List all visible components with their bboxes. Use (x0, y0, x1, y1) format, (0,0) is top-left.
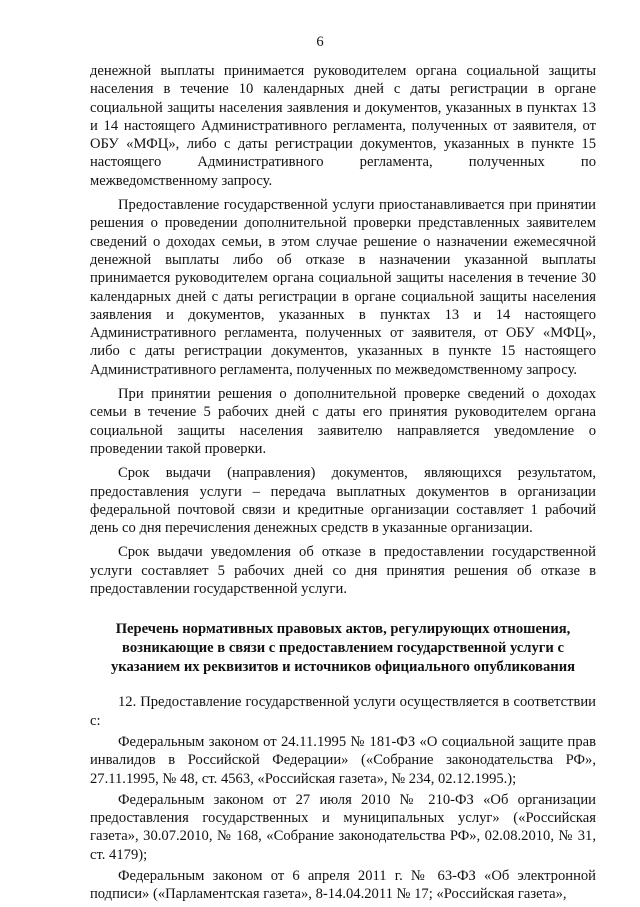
paragraph-law-181: Федеральным законом от 24.11.1995 № 181-ФЗ «О социальной защите прав инвалидов в Российской Федерации» («Собрание законодательства РФ», 27.11.1995, № 48, ст. 4563, «Российская газета», № 234, 02.12.1995.); (90, 733, 596, 787)
page-number: 6 (316, 34, 324, 50)
paragraph-issue-term: Срок выдачи (направления) документов, являющихся результатом, предоставления услуги – передача выплатных документов в организации федеральной почтовой связи и кредитные организации составляет 1 рабочий день со дня перечисления денежных средств в указанные организации. (90, 465, 596, 537)
section-heading: Перечень нормативных правовых актов, регулирующих отношения, возникающие в связи с предоставлением государственной услуги с указанием их реквизитов и источников официального опубликования (111, 621, 575, 676)
paragraph-suspension: Предоставление государственной услуги приостанавливается при принятии решения о проведении дополнительной проверки представленных заявителем сведений о доходах семьи, в этом случае решение о назначении ежемесячной денежной выплаты либо об отказе в назначении указанной выплаты принимается руководителем органа социальной защиты населения в течение 30 календарных дней с даты регистрации в органе социальной защиты населения заявления и документов, указанных в пунктах 13 и 14 настоящего Административного регламента, полученных от заявителя, от ОБУ «МФЦ», либо с даты регистрации документов, указанных в пункте 15 настоящего Административного регламента, полученных по межведомственному запросу. (90, 197, 596, 378)
document-body (90, 62, 596, 907)
paragraph-law-63: Федеральным законом от 6 апреля 2011 г. № 63-ФЗ «Об электронной подписи» («Парламентская газета», 8-14.04.2011 № 17; «Российская газета», (90, 867, 596, 903)
paragraph-continuation: денежной выплаты принимается руководителем органа социальной защиты населения в течение 10 календарных дней с даты регистрации в органе социальной защиты населения заявления и документов, указанных в пунктах 13 и 14 настоящего Административного регламента, полученных от заявителя, от ОБУ «МФЦ», либо с даты регистрации документов, указанных в пункте 15 настоящего Административного регламента, полученных по межведомственному запросу. (90, 63, 596, 189)
paragraph-law-210: Федеральным законом от 27 июля 2010 № 210-ФЗ «Об организации предоставления государственных и муниципальных услуг» («Российская газета», 30.07.2010, № 168, «Собрание законодательства РФ», 02.08.2010, № 31, ст. 4179); (90, 791, 596, 863)
paragraph-refusal-notice-term: Срок выдачи уведомления об отказе в предоставлении государственной услуги составляет 5 рабочих дней со дня принятия решения об отказе в предоставлении государственной услуги. (90, 544, 596, 598)
paragraph-item-12: 12. Предоставление государственной услуги осуществляется в соответствии с: (90, 694, 596, 729)
paragraph-additional-check: При принятии решения о дополнительной проверке сведений о доходах семьи в течение 5 рабочих дней с даты его принятия руководителем органа социальной защиты населения заявителю направляется уведомление о проведении такой проверки. (90, 386, 596, 457)
